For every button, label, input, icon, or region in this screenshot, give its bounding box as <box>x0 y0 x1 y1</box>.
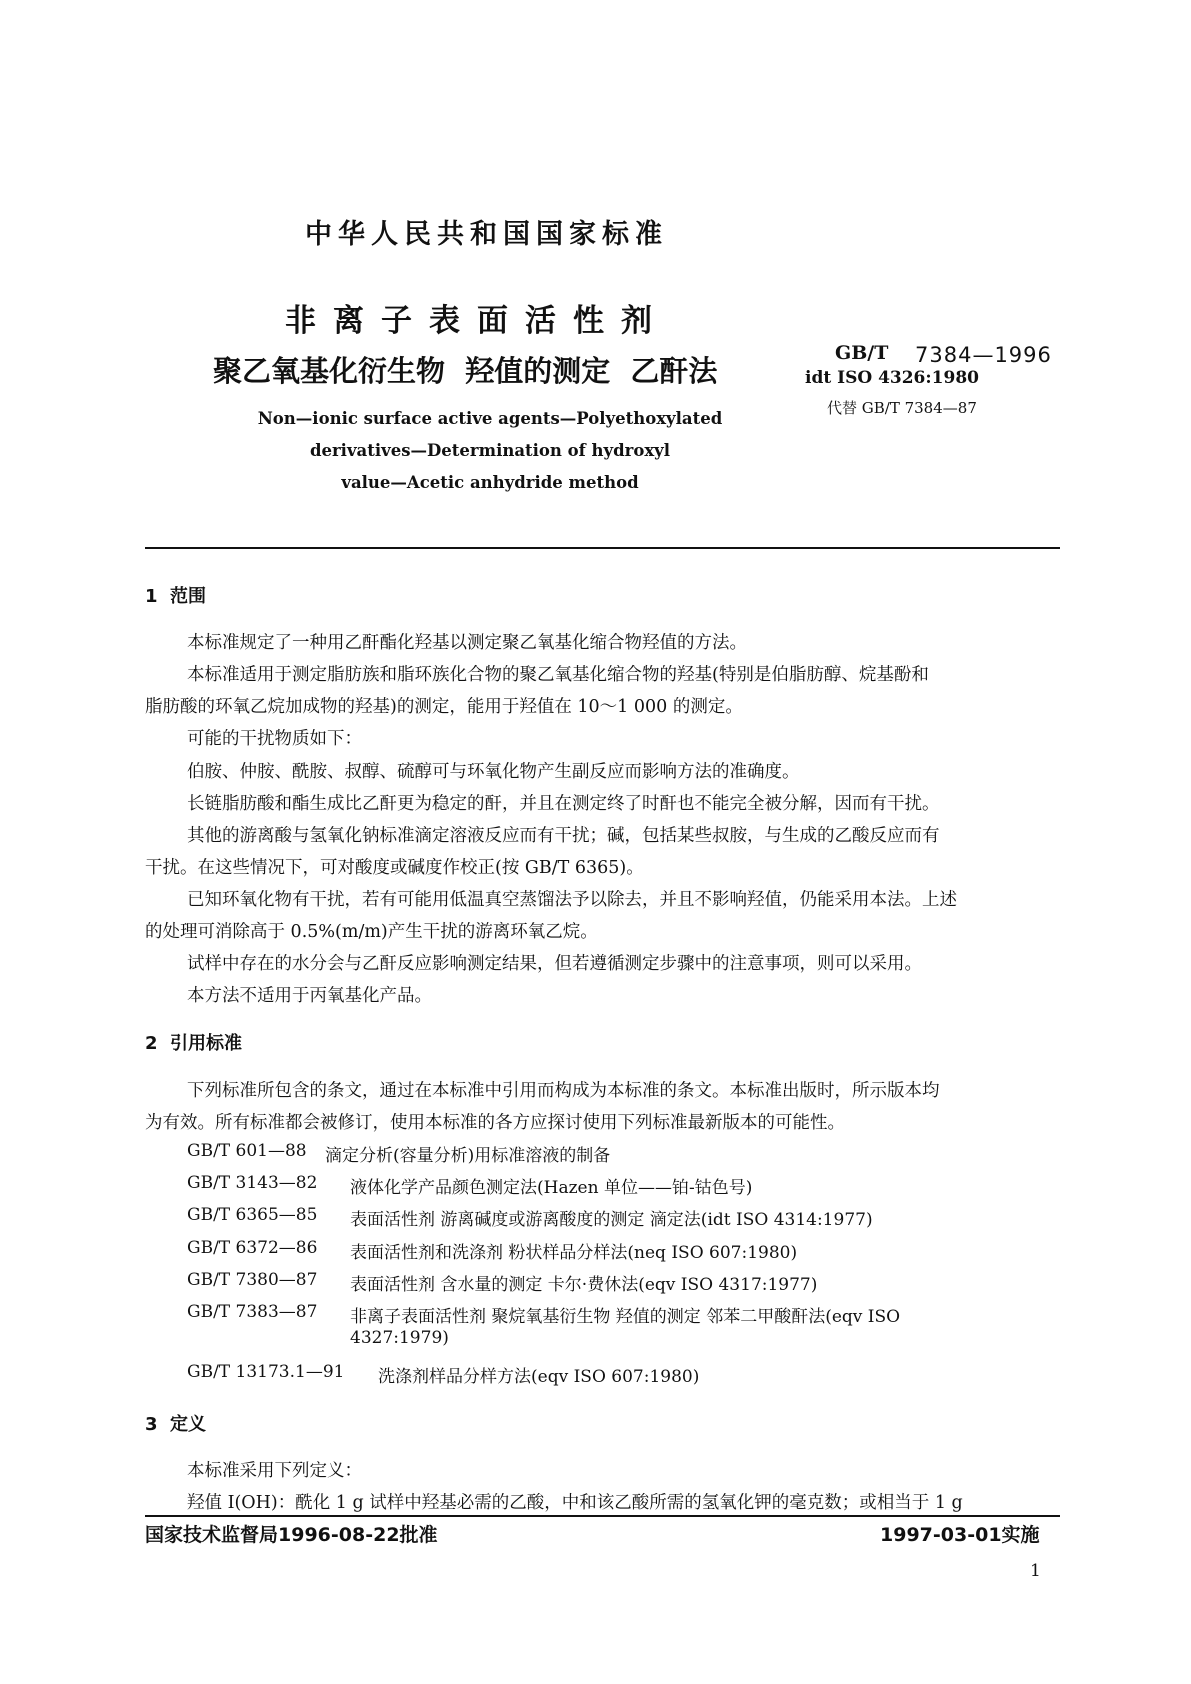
ref-title-cont: 4327:1979) <box>350 1328 449 1348</box>
ref-title: 非离子表面活性剂 聚烷氧基衍生物 羟值的测定 邻苯二甲酸酐法(eqv ISO <box>350 1307 901 1327</box>
ref-code: GB/T 3143—82 <box>187 1173 318 1193</box>
title-cn-line1: 非离子表面活性剂 <box>285 303 669 339</box>
std-number-prefix: GB/T <box>835 342 889 364</box>
section1-line: 伯胺、仲胺、酰胺、叔醇、硫醇可与环氧化物产生副反应而影响方法的准确度。 <box>187 762 800 782</box>
ref-code: GB/T 7380—87 <box>187 1270 318 1290</box>
section1-line: 已知环氧化物有干扰，若有可能用低温真空蒸馏法予以除去，并且不影响羟值，仍能采用本法。上述 <box>187 890 957 910</box>
footer-divider <box>145 1515 1060 1517</box>
ref-code: GB/T 601—88 <box>187 1141 307 1161</box>
section1-line: 试样中存在的水分会与乙酐反应影响测定结果，但若遵循测定步骤中的注意事项，则可以采用。 <box>187 954 922 974</box>
section3-line: 羟值 I(OH)：酰化 1 g 试样中羟基必需的乙酸，中和该乙酸所需的氢氧化钾的毫克数；或相当于 1 g <box>187 1493 963 1513</box>
section1-line: 脂肪酸的环氧乙烷加成物的羟基)的测定，能用于羟值在 10～1 000 的测定。 <box>145 697 743 717</box>
title-en-line3: value—Acetic anhydride method <box>341 473 639 492</box>
section2-line: 下列标准所包含的条文，通过在本标准中引用而构成为本标准的条文。本标准出版时，所示版本均 <box>187 1081 940 1101</box>
section1-line: 的处理可消除高于 0.5%(m/m)产生干扰的游离环氧乙烷。 <box>145 922 598 942</box>
section1-line: 本标准适用于测定脂肪族和脂环族化合物的聚乙氧基化缩合物的羟基(特别是伯脂肪醇、烷基酚和 <box>187 665 929 685</box>
section1-line: 本标准规定了一种用乙酐酯化羟基以测定聚乙氧基化缩合物羟值的方法。 <box>187 633 747 653</box>
title-cn-line2: 聚乙氧基化衍生物 羟值的测定 乙酐法 <box>213 354 718 388</box>
ref-title: 液体化学产品颜色测定法(Hazen 单位——铂-钴色号) <box>350 1178 753 1198</box>
section1-line: 长链脂肪酸和酯生成比乙酐更为稳定的酐，并且在测定终了时酐也不能完全被分解，因而有干扰。 <box>187 794 940 814</box>
section2-line: 为有效。所有标准都会被修订，使用本标准的各方应探讨使用下列标准最新版本的可能性。 <box>145 1113 845 1133</box>
section1-line: 可能的干扰物质如下： <box>187 729 362 749</box>
section1-line: 干扰。在这些情况下，可对酸度或碱度作校正(按 GB/T 6365)。 <box>145 858 644 878</box>
section2-heading: 2 引用标准 <box>145 1033 243 1054</box>
implementation-date: 1997-03-01实施 <box>880 1524 1040 1546</box>
section1-line: 本方法不适用于丙氧基化产品。 <box>187 986 432 1006</box>
approval-date: 国家技术监督局1996-08-22批准 <box>145 1524 438 1546</box>
ref-code: GB/T 7383—87 <box>187 1302 318 1322</box>
section1-line: 其他的游离酸与氢氧化钠标准滴定溶液反应而有干扰；碱，包括某些叔胺，与生成的乙酸反应而有 <box>187 826 940 846</box>
ref-code: GB/T 13173.1—91 <box>187 1362 345 1382</box>
idt-iso-line: idt ISO 4326:1980 <box>805 368 979 388</box>
header-divider <box>145 547 1060 549</box>
ref-code: GB/T 6365—85 <box>187 1205 318 1225</box>
title-en-line1: Non—ionic surface active agents—Polyethoxylated <box>257 409 723 428</box>
std-number-suffix: 7384—1996 <box>915 343 1052 367</box>
ref-title: 滴定分析(容量分析)用标准溶液的制备 <box>325 1146 611 1166</box>
ref-title: 洗涤剂样品分样方法(eqv ISO 607:1980) <box>378 1367 700 1387</box>
ref-title: 表面活性剂和洗涤剂 粉状样品分样法(neq ISO 607:1980) <box>350 1243 798 1263</box>
national-standard-label: 中华人民共和国国家标准 <box>305 219 668 250</box>
page-number: 1 <box>1030 1561 1041 1581</box>
title-en-line2: derivatives—Determination of hydroxyl <box>309 441 671 460</box>
ref-code: GB/T 6372—86 <box>187 1238 318 1258</box>
replaces-line: 代替 GB/T 7384—87 <box>827 399 977 417</box>
ref-title: 表面活性剂 游离碱度或游离酸度的测定 滴定法(idt ISO 4314:1977) <box>350 1210 873 1230</box>
ref-title: 表面活性剂 含水量的测定 卡尔·费休法(eqv ISO 4317:1977) <box>350 1275 818 1295</box>
section3-heading: 3 定义 <box>145 1414 207 1435</box>
section3-line: 本标准采用下列定义： <box>187 1461 362 1481</box>
section1-heading: 1 范围 <box>145 586 207 607</box>
